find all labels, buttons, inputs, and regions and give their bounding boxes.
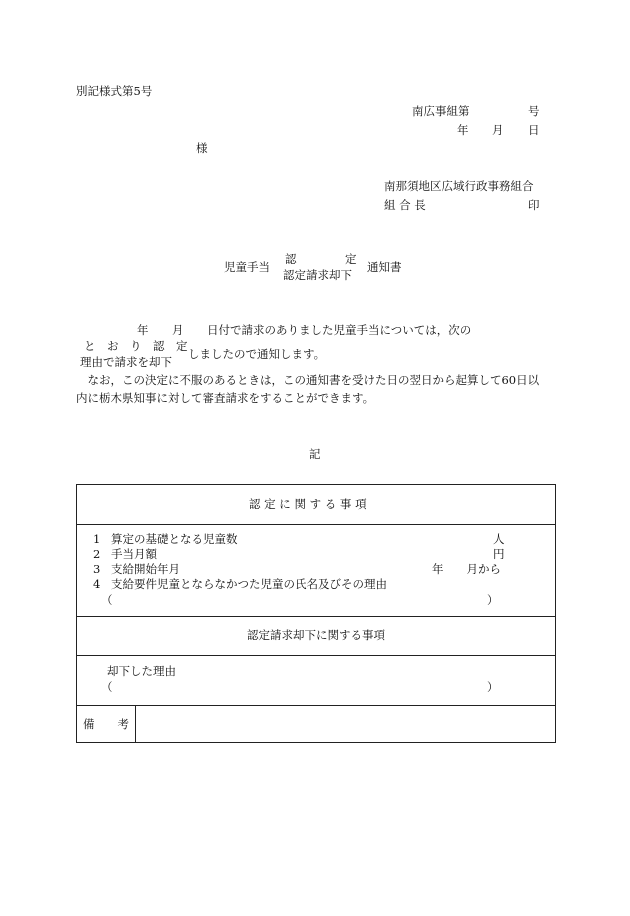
body-option-bottom: 理由で請求を却下 <box>80 355 172 369</box>
paren-close: ） <box>487 593 499 607</box>
doc-number-prefix: 南広事組第 <box>412 104 470 118</box>
paren-close: ） <box>487 680 499 694</box>
title-option-top-right: 定 <box>345 252 357 266</box>
body-line2: しましたので通知します。 <box>188 347 326 361</box>
paren-open: （ <box>101 680 113 694</box>
date-day: 日 <box>528 123 540 137</box>
remarks-label: 備 考 <box>83 717 129 731</box>
item-number: 2 <box>93 547 101 561</box>
date-year: 年 <box>457 123 469 137</box>
item-number: 4 <box>93 577 101 591</box>
divider <box>135 705 136 743</box>
addressee-suffix: 様 <box>196 141 208 155</box>
section-header-rejection: 認定請求却下に関する事項 <box>247 628 385 642</box>
divider <box>77 655 555 656</box>
section-header-approval: 認 定 に 関 す る 事 項 <box>249 497 367 511</box>
sender-org: 南那須地区広域行政事務組合 <box>384 179 534 193</box>
paren-open: （ <box>101 593 113 607</box>
item-number: 1 <box>93 532 101 546</box>
seal-mark: 印 <box>528 198 540 212</box>
item-label: 支給要件児童とならなかつた児童の氏名及びその理由 <box>111 577 387 591</box>
item-number: 3 <box>93 562 101 576</box>
reject-reason-label: 却下した理由 <box>107 664 176 678</box>
item-unit: 円 <box>493 547 505 561</box>
body-line4: 内に栃木県知事に対して審査請求をすることができます。 <box>76 391 375 405</box>
title-option-bottom: 認定請求却下 <box>283 268 352 282</box>
ki-heading: 記 <box>309 447 321 461</box>
item-unit: 人 <box>493 532 505 546</box>
body-line3: なお，この決定に不服のあるときは，この通知書を受けた日の翌日から起算して60日以 <box>76 373 540 387</box>
item-label: 算定の基礎となる児童数 <box>111 532 238 546</box>
body-option-top: と お り 認 定 <box>84 339 188 353</box>
title-option-top-left: 認 <box>285 252 297 266</box>
doc-number-suffix: 号 <box>528 104 540 118</box>
title-suffix: 通知書 <box>367 260 402 274</box>
divider <box>77 705 555 706</box>
date-month: 月 <box>492 123 504 137</box>
details-table <box>76 484 556 743</box>
title-prefix: 児童手当 <box>224 260 270 274</box>
divider <box>77 524 555 525</box>
item-label: 手当月額 <box>111 547 157 561</box>
body-year: 年 <box>137 323 149 337</box>
sender-title: 組 合 長 <box>384 198 426 212</box>
item-label: 支給開始年月 <box>111 562 180 576</box>
divider <box>77 616 555 617</box>
form-number: 別記様式第5号 <box>76 84 153 98</box>
body-line1: 日付で請求のありました児童手当については，次の <box>207 323 472 337</box>
item-unit: 年 月から <box>432 562 501 576</box>
body-month: 月 <box>172 323 184 337</box>
